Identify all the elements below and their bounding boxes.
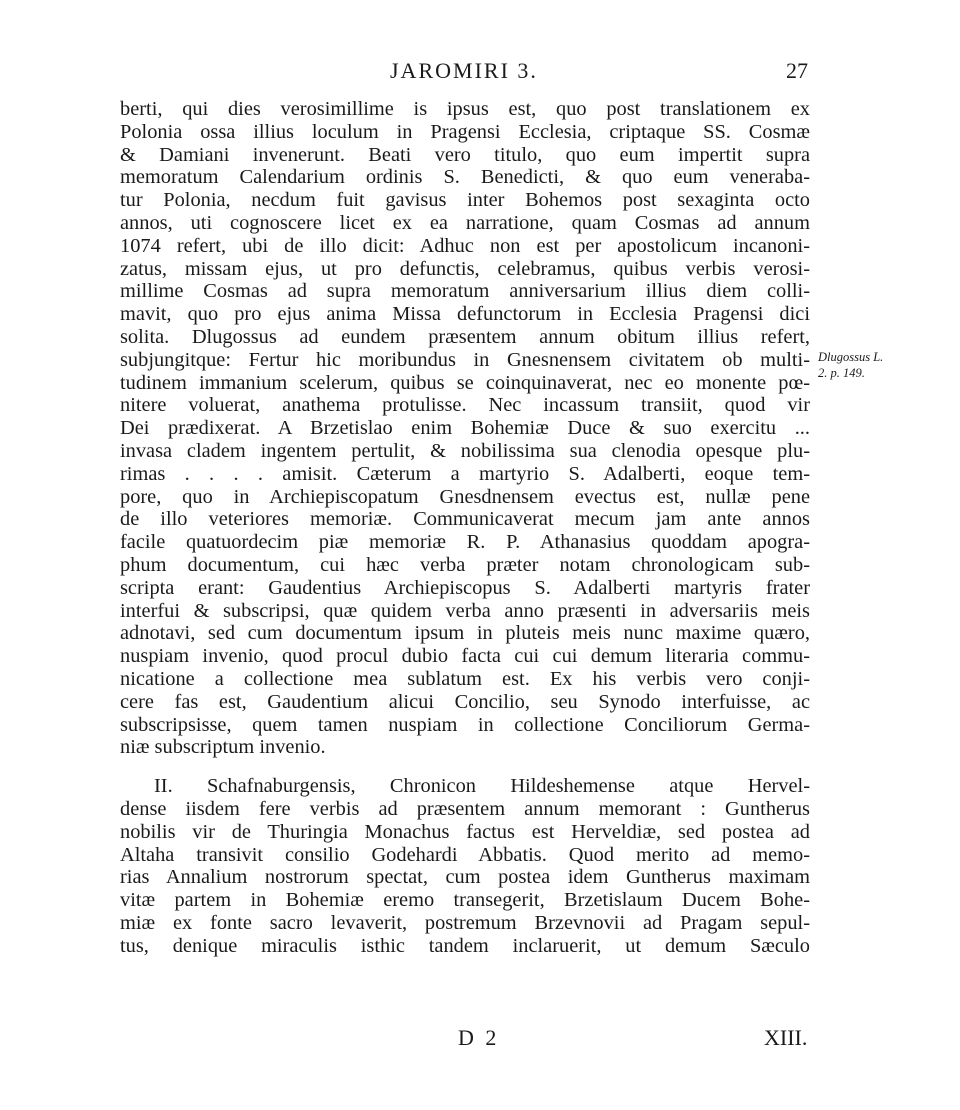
text-line: annos, uti cognoscere licet ex ea narratione, quam Cosmas ad annum: [120, 211, 810, 234]
margin-note-line: 2. p. 149.: [818, 366, 865, 380]
text-line: Dei prædixerat. A Brzetislao enim Bohemiæ Duce & suo exercitu ...: [120, 417, 810, 440]
text-line: miæ ex fonte sacro levaverit, postremum Brzevnovii ad Pragam sepul-: [120, 911, 810, 934]
running-title: JAROMIRI 3.: [390, 58, 538, 83]
text-line: tus, denique miraculis isthic tandem inclaruerit, ut demum Sæculo: [120, 934, 810, 957]
page-footer: [0, 1025, 960, 1055]
text-line: cere fas est, Gaudentium alicui Concilio, seu Synodo interfuisse, ac: [120, 690, 810, 713]
text-line: Altaha transivit consilio Godehardi Abbatis. Quod merito ad memo-: [120, 843, 810, 866]
catchword: XIII.: [764, 1025, 808, 1050]
text-line: Polonia ossa illius loculum in Pragensi Ecclesia, criptaque SS. Cosmæ: [120, 120, 810, 143]
margin-note-reference: [818, 349, 883, 381]
text-line: de illo veteriores memoriæ. Communicaverat mecum jam ante annos: [120, 508, 810, 531]
paragraph-1: [120, 98, 810, 759]
text-line: tudinem immanium scelerum, quibus se coinquinaverat, nec eo monente pœ-: [120, 371, 810, 394]
text-line: nicatione a collectione mea sublatum est. Ex his verbis vero conji-: [120, 667, 810, 690]
body-text: [120, 98, 810, 957]
text-line: rimas . . . . amisit. Cæterum a martyrio S. Adalberti, eoque tem-: [120, 462, 810, 485]
text-line: & Damiani invenerunt. Beati vero titulo, quo eum impertit supra: [120, 143, 810, 166]
text-line: tur Polonia, necdum fuit gavisus inter Bohemos post sexaginta octo: [120, 189, 810, 212]
text-line: adnotavi, sed cum documentum ipsum in pluteis meis nunc maxime quæro,: [120, 622, 810, 645]
margin-note-line: Dlugossus L.: [818, 350, 884, 364]
signature-mark: D 2: [458, 1025, 500, 1050]
text-line: nobilis vir de Thuringia Monachus factus est Herveldiæ, sed postea ad: [120, 820, 810, 843]
text-line: millime Cosmas ad supra memoratum anniversarium illius diem colli-: [120, 280, 810, 303]
text-line: nitere voluerat, anathema protulisse. Nec incassum transiit, quod vir: [120, 394, 810, 417]
text-line: pore, quo in Archiepiscopatum Gnesdnensem evectus est, nullæ pene: [120, 485, 810, 508]
text-line: solita. Dlugossus ad eundem præsentem annum obitum illius refert,: [120, 325, 810, 348]
text-line: rias Annalium nostrorum spectat, cum postea idem Guntherus maximam: [120, 866, 810, 889]
paragraph-gap: [120, 759, 810, 775]
text-line: subscripsisse, quem tamen nuspiam in collectione Conciliorum Germa-: [120, 713, 810, 736]
text-line: memoratum Calendarium ordinis S. Benedicti, & quo eum veneraba-: [120, 166, 810, 189]
page-number: 27: [786, 58, 808, 83]
text-line: berti, qui dies verosimillime is ipsus est, quo post translationem ex: [120, 98, 810, 120]
text-line: niæ subscriptum invenio.: [120, 736, 326, 759]
text-line: vitæ partem in Bohemiæ eremo transegerit, Brzetislaum Ducem Bohe-: [120, 889, 810, 912]
text-line: 1074 refert, ubi de illo dicit: Adhuc non est per apostolicum incanoni-: [120, 234, 810, 257]
text-line: dense iisdem fere verbis ad præsentem annum memorant : Guntherus: [120, 797, 810, 820]
page-header: [0, 52, 960, 92]
text-line: scripta erant: Gaudentius Archiepiscopus S. Adalberti martyris frater: [120, 576, 810, 599]
text-line: phum documentum, cui hæc verba præter notam chronologicam sub-: [120, 553, 810, 576]
text-line: interfui & subscripsi, quæ quidem verba anno præsenti in adversariis meis: [120, 599, 810, 622]
text-line: nuspiam invenio, quod procul dubio facta cui cui demum literaria commu-: [120, 645, 810, 668]
text-line: subjungitque: Fertur hic moribundus in Gnesnensem civitatem ob multi-: [120, 348, 810, 371]
paragraph-2: [120, 775, 810, 957]
text-line: II. Schafnaburgensis, Chronicon Hildeshemense atque Hervel-: [154, 775, 810, 798]
text-line: mavit, quo pro ejus anima Missa defunctorum in Ecclesia Pragensi dici: [120, 303, 810, 326]
text-line: zatus, missam ejus, ut pro defunctis, celebramus, quibus verbis verosi-: [120, 257, 810, 280]
text-line: invasa cladem ingentem pertulit, & nobilissima sua clenodia opesque plu-: [120, 439, 810, 462]
text-line: facile quatuordecim piæ memoriæ R. P. Athanasius quoddam apogra-: [120, 531, 810, 554]
